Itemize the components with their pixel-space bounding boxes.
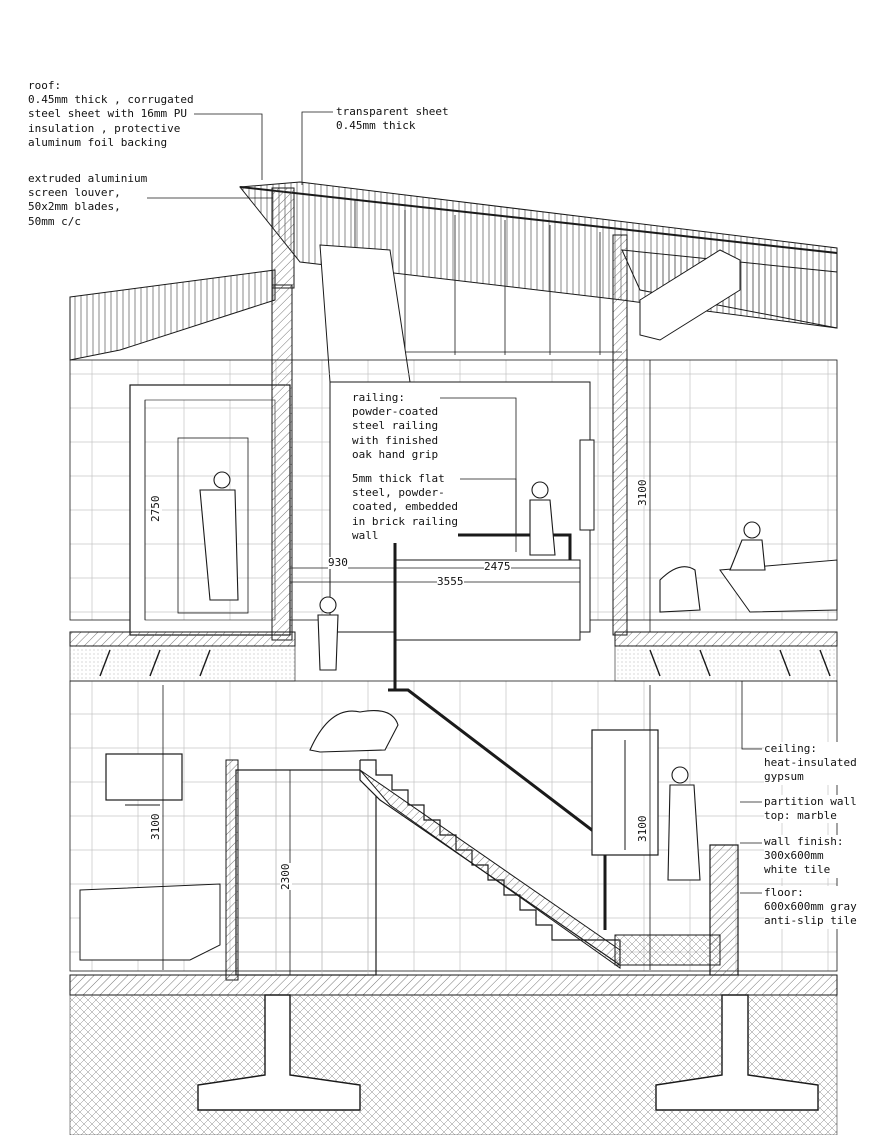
dimension-2300: 2300 [279,863,292,890]
wall-left-upper [272,285,292,640]
annotation-floor: floor: 600x600mm gray anti-slip tile [764,886,857,928]
slab-right [615,632,837,646]
annotation-roof: roof: 0.45mm thick , corrugated steel sheet with 16mm PU insulation , protective aluminum foil backing [28,79,194,149]
annotation-railing: railing: powder-coated steel railing with finished oak hand grip [352,391,439,461]
annotation-ceiling: ceiling: heat-insulated gypsum [764,742,857,784]
leader-transparent [302,112,333,185]
dimension-2475: 2475 [484,560,511,573]
step-landing [615,935,720,965]
dimension-3100-lower-left: 3100 [149,813,162,840]
dimension-3100-lower-right: 3100 [636,815,649,842]
annotation-partition: partition wall top: marble [764,795,857,823]
roof-group [70,182,837,382]
louver-screen [272,188,294,288]
dimension-3100-upper: 3100 [636,479,649,506]
lower-bath-wall [226,760,238,980]
roof-left [70,270,275,360]
annotation-louver: extruded aluminium screen louver, 50x2mm blades, 50mm c/c [28,172,148,228]
tv [106,754,182,800]
beam-zone-right [615,646,837,681]
dimension-930: 930 [328,556,348,569]
beam-zone-left [70,646,295,681]
ground-slab [70,975,837,995]
child-on-stair [318,597,338,670]
dimension-3555: 3555 [437,575,464,588]
lower-floor [70,681,837,980]
annotation-flat-steel: 5mm thick flat steel, powder- coated, embedded in brick railing wall [352,472,458,542]
annotation-transparent-sheet: transparent sheet 0.45mm thick [336,105,449,133]
column-right-upper [613,235,627,635]
foundation [70,975,837,1135]
sofa [80,884,220,960]
slab-left [70,632,295,646]
lower-bathroom [236,770,376,975]
dimension-2750: 2750 [149,495,162,522]
leader-roof [192,114,262,180]
annotation-wall-finish: wall finish: 300x600mm white tile [764,835,844,877]
window-upper [580,440,594,530]
